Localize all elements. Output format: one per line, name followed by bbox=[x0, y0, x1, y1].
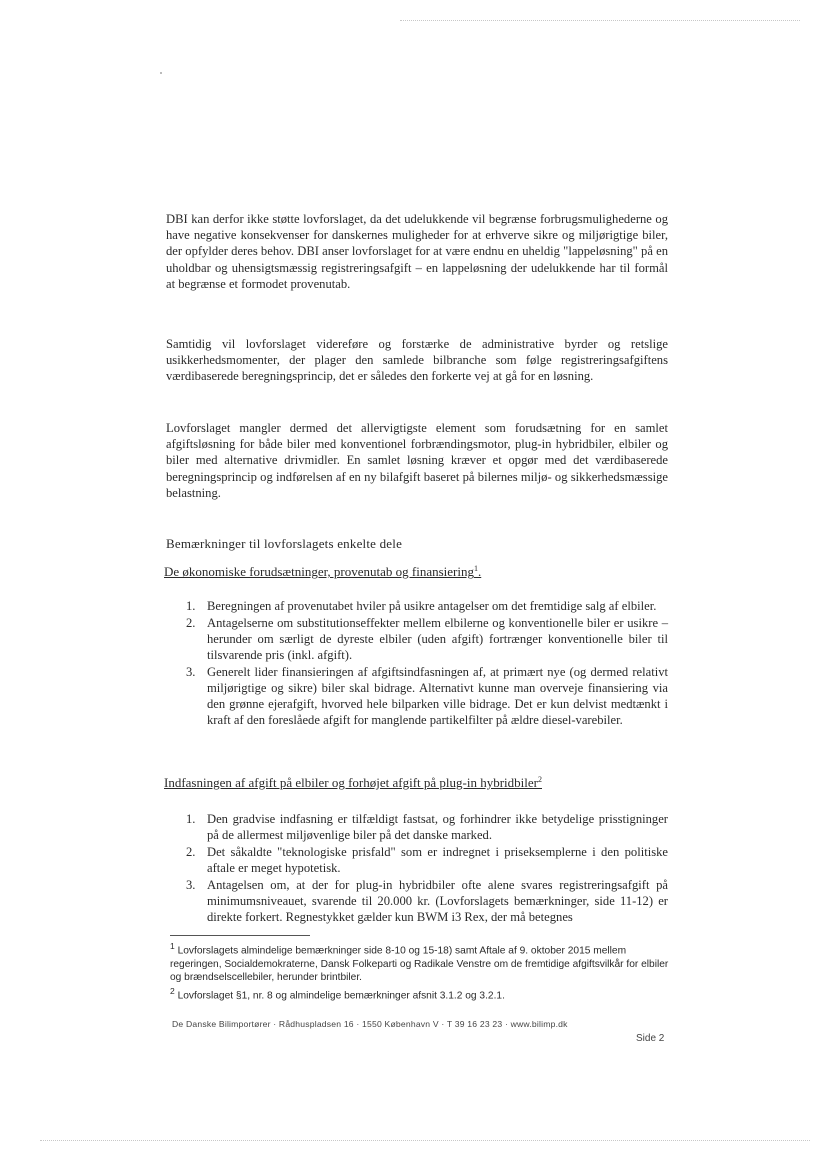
economics-list bbox=[186, 598, 668, 729]
scan-top-rule bbox=[400, 20, 800, 21]
list-item-text: Det såkaldte "teknologiske prisfald" som er indregnet i priseksemplerne i den politiske aftale er meget hypotetisk. bbox=[207, 845, 668, 875]
scan-bottom-rule bbox=[40, 1140, 810, 1141]
list-item-number: 2. bbox=[186, 616, 196, 630]
list-item bbox=[186, 844, 668, 876]
subsection-title-text: De økonomiske forudsætninger, provenutab og finansiering bbox=[164, 564, 474, 579]
list-item-number: 1. bbox=[186, 812, 196, 826]
footnote-text: Lovforslagets almindelige bemærkninger side 8-10 og 15-18) samt Aftale af 9. oktober 2015 mellem regeringen, Socialdemokraterne, Dansk Folkeparti og Radikale Venstre om de fremtidige afgiftsvilkår for elbiler og brændselscellebiler, herunder brintbiler. bbox=[170, 945, 669, 983]
list-item-number: 3. bbox=[186, 665, 196, 679]
list-item bbox=[186, 598, 668, 614]
body-paragraph-2: Samtidig vil lovforslaget videreføre og forstærke de administrative byrder og retslige usikkerhedsmomenter, der plager den samlede bilbranche som følge registreringsafgiftens værdibaserede beregningsprincip, det er således den forkerte vej at gå for en løsning. bbox=[166, 337, 668, 384]
list-item-text: Antagelsen om, at der for plug-in hybridbiler ofte alene svares registreringsafgift på minimumsniveauet, svarende til 20.000 kr. (Lovforslagets bemærkninger, side 11-12) er direkte forkert. Regnestykket gælder kun BWM i3 Rex, der må betegnes bbox=[207, 878, 668, 924]
footnote-2 bbox=[170, 985, 670, 1003]
footnote-ref-2[interactable]: 2 bbox=[538, 775, 542, 784]
list-item-number: 1. bbox=[186, 599, 196, 613]
list-item bbox=[186, 877, 668, 925]
list-item-text: Antagelserne om substitutionseffekter mellem elbilerne og konventionelle biler er usikre – herunder om særligt de dyreste elbiler (uden afgift) fortrænger konventionelle biler til tilsvarende pris (inkl. afgift). bbox=[207, 616, 668, 662]
footnote-mark: 1 bbox=[170, 941, 175, 951]
subsection-title-phasein bbox=[164, 775, 542, 791]
footnote-mark: 2 bbox=[170, 986, 175, 996]
subsection-title-period: . bbox=[477, 564, 482, 579]
subsection-title-text: Indfasningen af afgift på elbiler og forhøjet afgift på plug-in hybridbiler bbox=[164, 775, 538, 790]
footnotes bbox=[170, 940, 670, 1004]
list-item bbox=[186, 615, 668, 663]
list-item bbox=[186, 811, 668, 843]
section-heading: Bemærkninger til lovforslagets enkelte dele bbox=[166, 536, 403, 551]
scan-speck bbox=[160, 72, 162, 74]
page-footer: De Danske Bilimportører · Rådhuspladsen 16 · 1550 København V · T 39 16 23 23 · www.bilimp.dk bbox=[172, 1019, 568, 1029]
list-item bbox=[186, 664, 668, 728]
footnote-text: Lovforslaget §1, nr. 8 og almindelige bemærkninger afsnit 3.1.2 og 3.2.1. bbox=[177, 990, 505, 1002]
list-item-number: 2. bbox=[186, 845, 196, 859]
phasein-list bbox=[186, 811, 668, 926]
list-item-text: Den gradvise indfasning er tilfældigt fastsat, og forhindrer ikke betydelige prisstigninger på de allermest miljøvenlige biler på det danske marked. bbox=[207, 812, 668, 842]
subsection-title-economics bbox=[164, 564, 481, 580]
page-number: Side 2 bbox=[636, 1033, 665, 1044]
footnote-ref-1[interactable]: 1 bbox=[473, 564, 478, 573]
list-item-number: 3. bbox=[186, 878, 196, 892]
list-item-text: Beregningen af provenutabet hviler på usikre antagelser om det fremtidige salg af elbiler. bbox=[207, 599, 657, 613]
body-paragraph-1: DBI kan derfor ikke støtte lovforslaget, da det udelukkende vil begrænse forbrugsmulighederne og have negative konsekvenser for danskernes muligheder for at erhverve sikre og miljørigtige biler, der opfylder deres behov. DBI anser lovforslaget for at være endnu en uheldig "lappeløsning" på en uholdbar og uhensigtsmæssig registreringsafgift – en lappeløsning der udelukkende har til formål at begrænse et formodet provenutab. bbox=[166, 212, 668, 291]
footnote-divider bbox=[170, 935, 310, 936]
list-item-text: Generelt lider finansieringen af afgiftsindfasningen af, at primært nye (og dermed relativt miljørigtige og sikre) biler skal bidrage. Alternativt kunne man overveje finansiering via den grønne ejerafgift, hvorved hele bilparken ville bidrage. Det er kun delvist medtænkt i kraft af den foreslåede afgift for manglende partikelfilter på ældre diesel-varebiler. bbox=[207, 665, 668, 727]
body-paragraph-3: Lovforslaget mangler dermed det allervigtigste element som forudsætning for en samlet afgiftsløsning for både biler med konventionel forbrændingsmotor, plug-in hybridbiler, elbiler og biler med alternative drivmidler. En samlet løsning kræver et opgør med det værdibaserede beregningsprincip og indførelsen af en ny bilafgift baseret på bilernes miljø- og sikkerhedsmæssige belastning. bbox=[166, 421, 668, 500]
footnote-1 bbox=[170, 940, 670, 984]
